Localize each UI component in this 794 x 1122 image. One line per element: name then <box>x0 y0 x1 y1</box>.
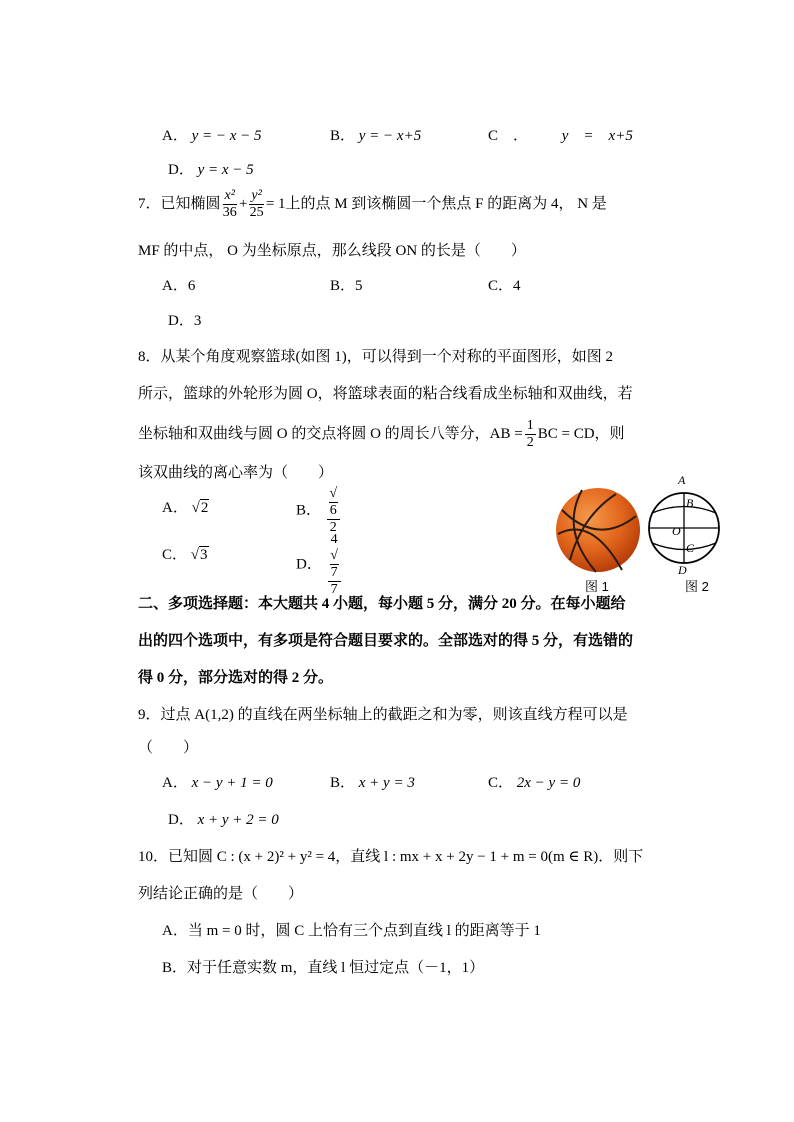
frac-den: 7 <box>330 582 338 597</box>
plus-sign: + <box>238 196 248 212</box>
q6-option-a <box>162 126 262 146</box>
q6-option-b <box>330 126 421 146</box>
q8-stem-line2: 所示，篮球的外轮形为圆 O，将篮球表面的粘合线看成坐标轴和双曲线，若 <box>138 386 633 402</box>
frac-den: 25 <box>249 205 264 221</box>
label-b: B <box>686 496 694 510</box>
option-expr: y = x − 5 <box>197 162 254 178</box>
option-expr: x − y + 1 = 0 <box>191 775 273 791</box>
option-label: B． <box>296 502 322 519</box>
option-b-frac <box>327 486 340 536</box>
q10-option-a: A．当 m = 0 时，圆 C 上恰有三个点到直线 l 的距离等于 1 <box>162 923 541 939</box>
equals: = 1 <box>265 196 286 212</box>
label-d: D <box>678 563 687 577</box>
label-o: O <box>672 524 681 538</box>
radicand: 7 <box>330 565 338 580</box>
basketball-figure <box>552 486 646 574</box>
option-label: D． <box>168 162 194 178</box>
basketball-diagram-figure <box>644 470 728 580</box>
option-expr: x + y + 2 = 0 <box>197 812 279 828</box>
section2-line2: 出的四个选项中，有多项是符合题目要求的。全部选对的得 5 分，有选错的 <box>138 633 634 649</box>
option-expr: x + y = 3 <box>358 775 415 791</box>
q8-option-a <box>162 498 209 518</box>
frac-num: y² <box>251 188 262 204</box>
option-label: C． <box>162 547 188 563</box>
frac-num: 1 <box>526 418 534 434</box>
option-label: A． <box>162 500 188 516</box>
half-frac <box>525 418 536 451</box>
option-label: C ． <box>488 128 529 144</box>
option-d-frac <box>328 532 341 598</box>
radicand: 3 <box>200 547 208 563</box>
q10-option-b: B．对于任意实数 m，直线 l 恒过定点（－1，1） <box>162 960 485 976</box>
q7-option-a: A．6 <box>162 278 196 294</box>
q7-option-b: B．5 <box>330 278 363 294</box>
q8-stem-line4: 该双曲线的离心率为（ ） <box>138 465 334 481</box>
q9-option-d <box>168 810 279 830</box>
option-label: C． <box>488 775 514 791</box>
radicand: 2 <box>200 500 209 516</box>
q8-text3a: 坐标轴和双曲线与圆 O 的交点将圆 O 的周长八等分，AB = <box>138 426 523 442</box>
radicand: 6 <box>329 503 337 518</box>
frac-num: x² <box>224 188 235 204</box>
option-label: A． <box>162 128 188 144</box>
frac-den: 36 <box>222 205 237 221</box>
q7-stem-line1 <box>138 184 607 224</box>
q8-option-d <box>296 532 343 598</box>
sqrt: √ 7 <box>330 548 338 580</box>
q9-option-b <box>330 773 415 793</box>
option-label: B． <box>330 128 356 144</box>
q9-stem-line1: 9．过点 A(1,2) 的直线在两坐标轴上的截距之和为零，则该直线方程可以是 <box>138 707 628 723</box>
frac-den: 2 <box>526 435 534 451</box>
option-expr: y = − x − 5 <box>191 128 262 144</box>
q7-number: 7．已知椭圆 <box>138 196 221 212</box>
sqrt: √3 <box>190 547 208 563</box>
figure2-caption: 图 2 <box>685 579 709 594</box>
q9-option-a <box>162 773 273 793</box>
q6-option-c <box>488 126 633 146</box>
label-a: A <box>678 473 686 487</box>
q6-option-d <box>168 160 254 180</box>
q10-stem-line2: 列结论正确的是（ ） <box>138 886 304 902</box>
q8-text3b: BC = CD，则 <box>537 426 625 442</box>
q10-stem-line1: 10．已知圆 C : (x + 2)² + y² = 4，直线 l : mx + x + 2y − 1 + m = 0(m ∈ R)．则下 <box>138 849 644 865</box>
q7-text1: 上的点 M 到该椭圆一个焦点 F 的距离为 4， N 是 <box>285 196 607 212</box>
q7-option-c: C．4 <box>488 278 521 294</box>
q8-stem-line1: 8．从某个角度观察篮球(如图 1)，可以得到一个对称的平面图形，如图 2 <box>138 349 613 365</box>
option-label: B． <box>330 775 356 791</box>
q9-stem-line2: （ ） <box>138 740 199 756</box>
q8-stem-line3 <box>138 414 625 454</box>
frac-den: 2 <box>329 520 337 535</box>
option-label: A． <box>162 775 188 791</box>
section2-line1: 二、多项选择题：本大题共 4 小题，每小题 5 分，满分 20 分。在每小题给 <box>138 596 626 612</box>
option-label: D． <box>296 556 322 573</box>
q7-stem-line2: MF 的中点， O 为坐标原点，那么线段 ON 的长是（ ） <box>138 243 526 259</box>
sqrt: √2 <box>191 500 209 516</box>
option-expr: y = x+5 <box>561 128 633 144</box>
section2-line3: 得 0 分，部分选对的得 2 分。 <box>138 670 334 686</box>
option-expr: y = − x+5 <box>358 128 422 144</box>
sqrt: √ 6 <box>329 486 338 518</box>
q7-option-d: D．3 <box>168 313 202 329</box>
option-label: D． <box>168 812 194 828</box>
figure1-caption: 图 1 <box>585 579 609 594</box>
ellipse-frac-x <box>223 188 237 221</box>
ellipse-frac-y <box>249 188 263 221</box>
coef: 4 <box>330 532 338 547</box>
label-c: C <box>686 541 695 555</box>
q8-option-c <box>162 545 209 565</box>
q9-option-c <box>488 773 580 793</box>
q8-option-b <box>296 486 342 536</box>
option-expr: 2x − y = 0 <box>516 775 581 791</box>
